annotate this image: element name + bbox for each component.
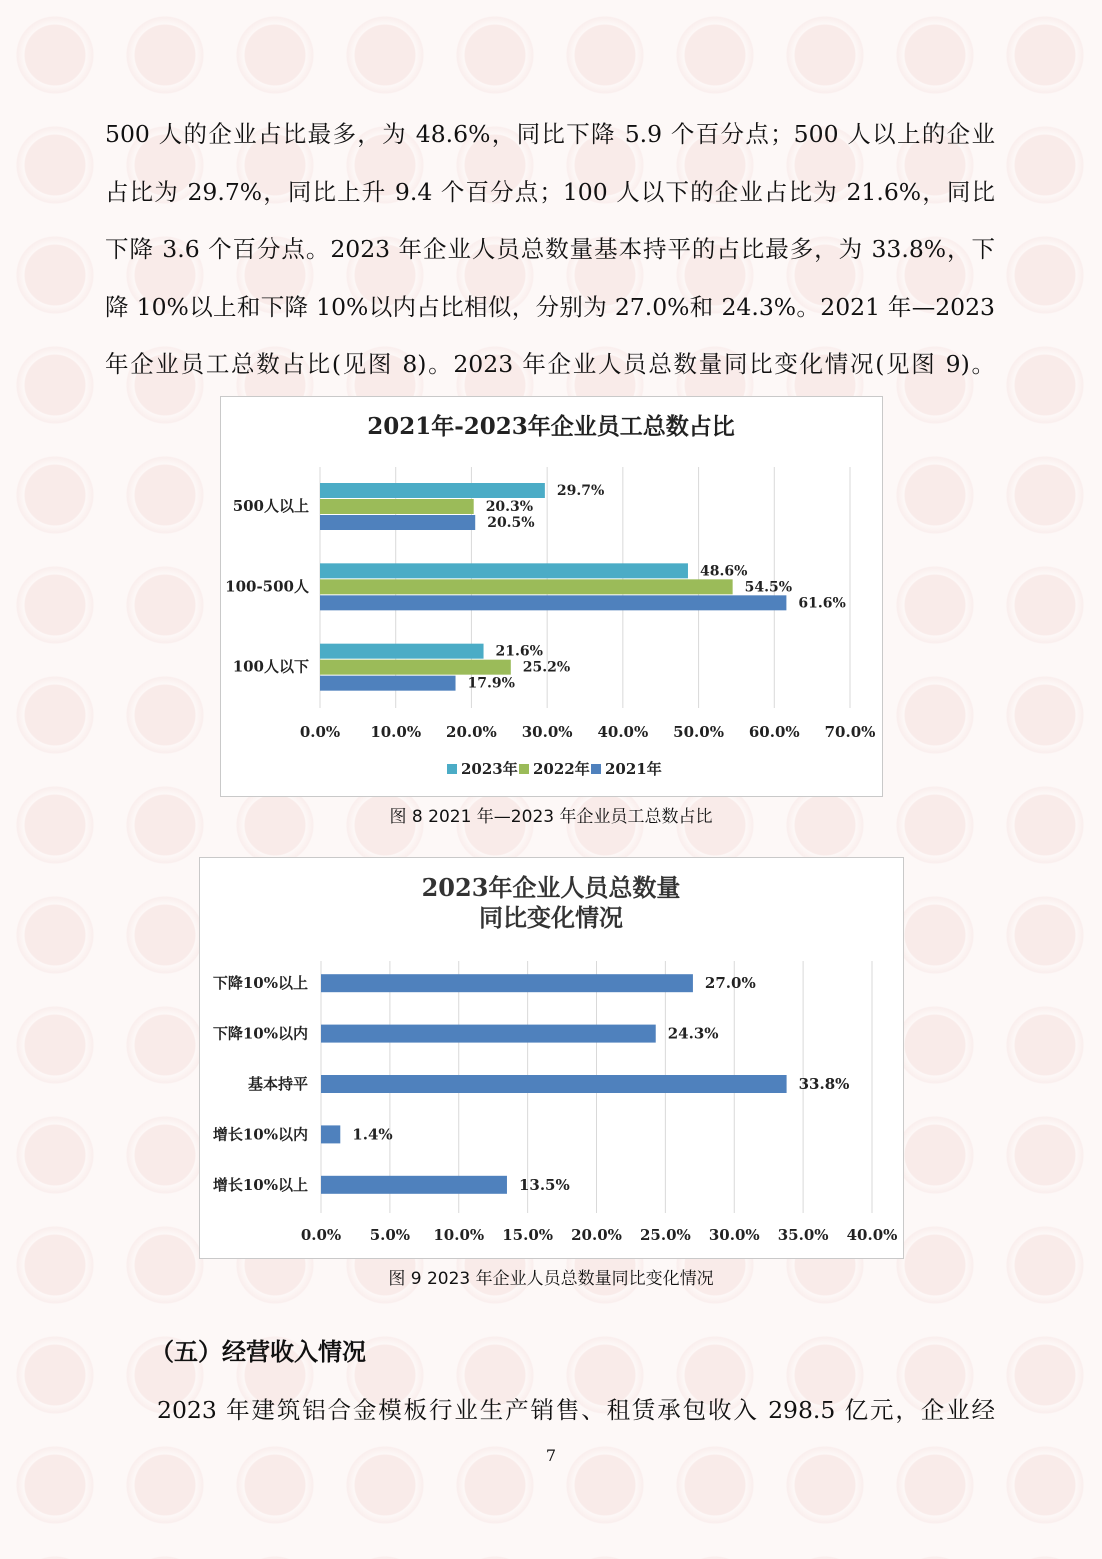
data-label: 13.5%: [518, 1175, 570, 1194]
bar: [321, 974, 693, 992]
figure-8-caption: 图 8 2021 年—2023 年企业员工总数占比: [389, 807, 713, 827]
section-heading: （五）经营收入情况: [150, 1338, 366, 1366]
chart-title: 同比变化情况: [479, 903, 623, 932]
bar: [321, 1125, 340, 1143]
x-tick-label: 50.0%: [673, 723, 724, 741]
legend-swatch: [519, 764, 529, 774]
bar: [321, 1075, 787, 1093]
bar: [320, 579, 733, 594]
x-tick-label: 15.0%: [502, 1226, 554, 1244]
legend-label: 2022年: [533, 760, 590, 778]
bar: [320, 563, 688, 578]
data-label: 20.3%: [485, 499, 534, 515]
category-label: 500人以上: [232, 497, 309, 515]
bar: [320, 515, 475, 530]
x-tick-label: 0.0%: [299, 723, 341, 741]
x-tick-label: 35.0%: [777, 1226, 829, 1244]
data-label: 61.6%: [798, 595, 846, 612]
chart-title: 2021年-2023年企业员工总数占比: [367, 413, 735, 440]
bar: [320, 483, 545, 498]
category-label: 增长10%以上: [212, 1175, 308, 1194]
bar: [320, 660, 511, 675]
body-paragraph: [105, 106, 995, 394]
chart-title: 2023年企业人员总数量: [421, 873, 681, 902]
category-label: 基本持平: [247, 1075, 308, 1093]
body-paragraph-continued: 2023 年建筑铝合金模板行业生产销售、租赁承包收入 298.5 亿元，企业经: [157, 1396, 995, 1424]
category-label: 100-500人: [225, 577, 309, 596]
x-tick-label: 30.0%: [708, 1226, 760, 1244]
x-tick-label: 25.0%: [639, 1226, 691, 1244]
x-tick-label: 70.0%: [824, 723, 876, 741]
legend-swatch: [591, 764, 601, 774]
legend-swatch: [447, 764, 457, 774]
body-line: 500 人的企业占比最多，为 48.6%，同比下降 5.9 个百分点；500 人以上的企业: [105, 120, 995, 148]
figure-9-caption: 图 9 2023 年企业人员总数量同比变化情况: [388, 1269, 714, 1289]
data-label: 21.6%: [495, 643, 543, 660]
legend-label: 2021年: [605, 760, 662, 778]
figure-8-chart: [220, 396, 883, 797]
data-label: 48.6%: [699, 563, 748, 580]
data-label: 27.0%: [704, 974, 756, 993]
data-label: 54.5%: [744, 579, 793, 596]
x-tick-label: 10.0%: [433, 1226, 485, 1244]
body-line: 占比为 29.7%，同比上升 9.4 个百分点；100 人以下的企业占比为 21.6%，同比: [105, 177, 995, 206]
x-tick-label: 20.0%: [571, 1226, 622, 1244]
x-tick-label: 5.0%: [369, 1226, 411, 1244]
data-label: 20.5%: [487, 515, 535, 531]
bar: [320, 676, 456, 691]
bar: [320, 595, 786, 610]
figure-9-svg: [200, 858, 903, 1258]
category-label: 下降10%以内: [212, 1024, 308, 1043]
legend-label: 2023年: [461, 760, 518, 778]
x-tick-label: 20.0%: [446, 723, 497, 741]
bar: [320, 499, 474, 514]
x-tick-label: 60.0%: [748, 723, 800, 741]
body-line: 下降 3.6 个百分点。2023 年企业人员总数量基本持平的占比最多，为 33.8%，下: [105, 235, 995, 263]
data-label: 17.9%: [467, 675, 515, 692]
x-tick-label: 10.0%: [370, 723, 422, 741]
body-line: 降 10%以上和下降 10%以内占比相似，分别为 27.0%和 24.3%。2021 年—2023: [105, 292, 995, 321]
category-label: 增长10%以内: [212, 1125, 308, 1144]
bar: [321, 1176, 507, 1194]
bar: [320, 644, 484, 659]
data-label: 25.2%: [522, 659, 571, 676]
data-label: 29.7%: [556, 483, 605, 499]
x-tick-label: 0.0%: [300, 1226, 342, 1244]
x-tick-label: 40.0%: [846, 1226, 898, 1244]
data-label: 1.4%: [352, 1125, 393, 1144]
category-label: 下降10%以上: [212, 974, 308, 993]
x-tick-label: 30.0%: [521, 723, 573, 741]
data-label: 24.3%: [667, 1024, 719, 1043]
figure-9-chart: [199, 857, 904, 1259]
data-label: 33.8%: [798, 1075, 850, 1093]
x-tick-label: 40.0%: [597, 723, 649, 741]
bar: [321, 1025, 656, 1043]
body-line: 年企业员工总数占比(见图 8)。2023 年企业人员总数量同比变化情况(见图 9)。: [105, 350, 995, 378]
figure-8-svg: [221, 397, 882, 796]
page-number: 7: [545, 1446, 557, 1465]
category-label: 100人以下: [232, 657, 309, 676]
